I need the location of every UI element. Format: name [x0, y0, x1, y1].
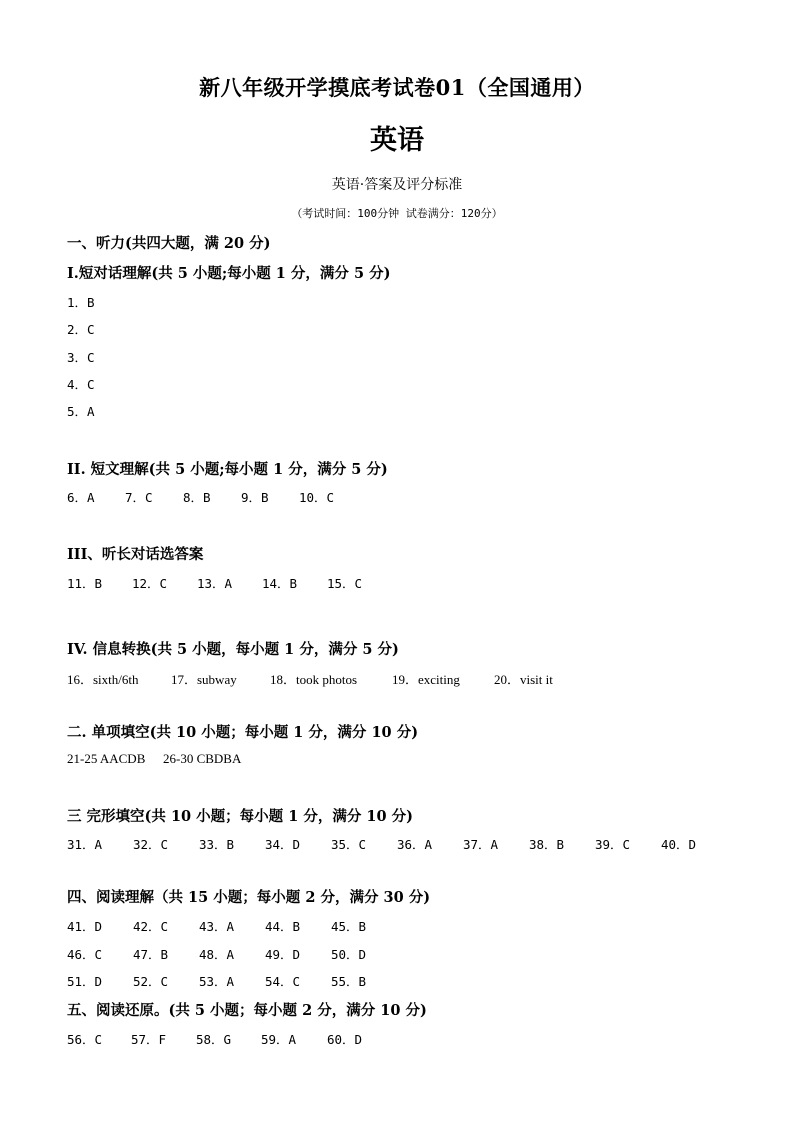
subsection-heading-info-transfer: IV. 信息转换(共 5 小题，每小题 1 分，满分 5 分) — [67, 641, 399, 658]
answer-item: 50．D — [331, 947, 367, 962]
answer-item: 12．C — [132, 576, 168, 591]
answer-item: 39．C — [595, 837, 631, 852]
answer-item: 44．B — [265, 919, 301, 934]
answer-item: 59．A — [261, 1032, 297, 1047]
answer-item: 51．D — [67, 974, 103, 989]
answer-item: 1．B — [67, 295, 95, 310]
answer-item: 17．subway — [171, 672, 237, 687]
subsection-heading-long-dialogue: III、听长对话选答案 — [67, 546, 204, 563]
answer-item: 20．visit it — [494, 672, 553, 687]
section-heading-listening: 一、听力(共四大题，满 20 分) — [67, 235, 271, 252]
answer-item: 21-25 AACDB — [67, 751, 146, 766]
answer-item: 35．C — [331, 837, 367, 852]
exam-meta: （考试时间：100分钟 试卷满分：120分） — [291, 207, 503, 220]
answer-item: 4．C — [67, 377, 95, 392]
answer-item: 15．C — [327, 576, 363, 591]
answer-item: 60．D — [327, 1032, 363, 1047]
answer-item: 33．B — [199, 837, 235, 852]
answer-item: 36．A — [397, 837, 433, 852]
page-title: 新八年级开学摸底考试卷01（全国通用） — [199, 75, 595, 100]
answer-item: 48．A — [199, 947, 235, 962]
answer-item: 34．D — [265, 837, 301, 852]
answer-item: 41．D — [67, 919, 103, 934]
answer-item: 37．A — [463, 837, 499, 852]
answer-item: 56．C — [67, 1032, 103, 1047]
answer-item: 55．B — [331, 974, 367, 989]
answer-item: 26-30 CBDBA — [163, 751, 242, 766]
section-heading-single-choice: 二. 单项填空(共 10 小题；每小题 1 分，满分 10 分) — [67, 724, 419, 741]
section-heading-sentence-restore: 五、阅读还原。(共 5 小题；每小题 2 分，满分 10 分) — [67, 1002, 427, 1019]
answer-item: 43．A — [199, 919, 235, 934]
answer-item: 53．A — [199, 974, 235, 989]
section-heading-reading: 四、阅读理解（共 15 小题；每小题 2 分，满分 30 分) — [67, 889, 431, 906]
answer-item: 45．B — [331, 919, 367, 934]
answer-item: 6．A — [67, 490, 95, 505]
answer-item: 57．F — [131, 1032, 167, 1047]
answer-item: 14．B — [262, 576, 298, 591]
answer-item: 8．B — [183, 490, 211, 505]
answer-item: 47．B — [133, 947, 169, 962]
answer-item: 52．C — [133, 974, 169, 989]
answer-item: 54．C — [265, 974, 301, 989]
answer-item: 9．B — [241, 490, 269, 505]
answer-item: 13．A — [197, 576, 233, 591]
answer-item: 32．C — [133, 837, 169, 852]
answer-item: 18．took photos — [270, 672, 358, 687]
answer-item: 5．A — [67, 404, 95, 419]
subject-title: 英语 — [370, 125, 424, 156]
answer-item: 58．G — [196, 1032, 232, 1047]
answer-item: 16．sixth/6th — [67, 672, 139, 687]
subsection-heading-passage: II. 短文理解(共 5 小题;每小题 1 分，满分 5 分) — [67, 461, 388, 478]
answer-item: 46．C — [67, 947, 103, 962]
answer-item: 11．B — [67, 576, 103, 591]
answer-item: 19．exciting — [392, 672, 460, 687]
answer-item: 2．C — [67, 322, 95, 337]
answer-item: 38．B — [529, 837, 565, 852]
answer-item: 42．C — [133, 919, 169, 934]
answer-item: 3．C — [67, 350, 95, 365]
document-subtitle: 英语·答案及评分标准 — [331, 177, 463, 193]
answer-item: 31．A — [67, 837, 103, 852]
subsection-heading-short-dialogue: Ⅰ.短对话理解(共 5 小题;每小题 1 分，满分 5 分) — [67, 265, 391, 282]
answer-item: 49．D — [265, 947, 301, 962]
answer-item: 40．D — [661, 837, 697, 852]
section-heading-cloze: 三 完形填空(共 10 小题；每小题 1 分，满分 10 分) — [67, 808, 414, 825]
answer-item: 7．C — [125, 490, 153, 505]
answer-item: 10．C — [299, 490, 335, 505]
